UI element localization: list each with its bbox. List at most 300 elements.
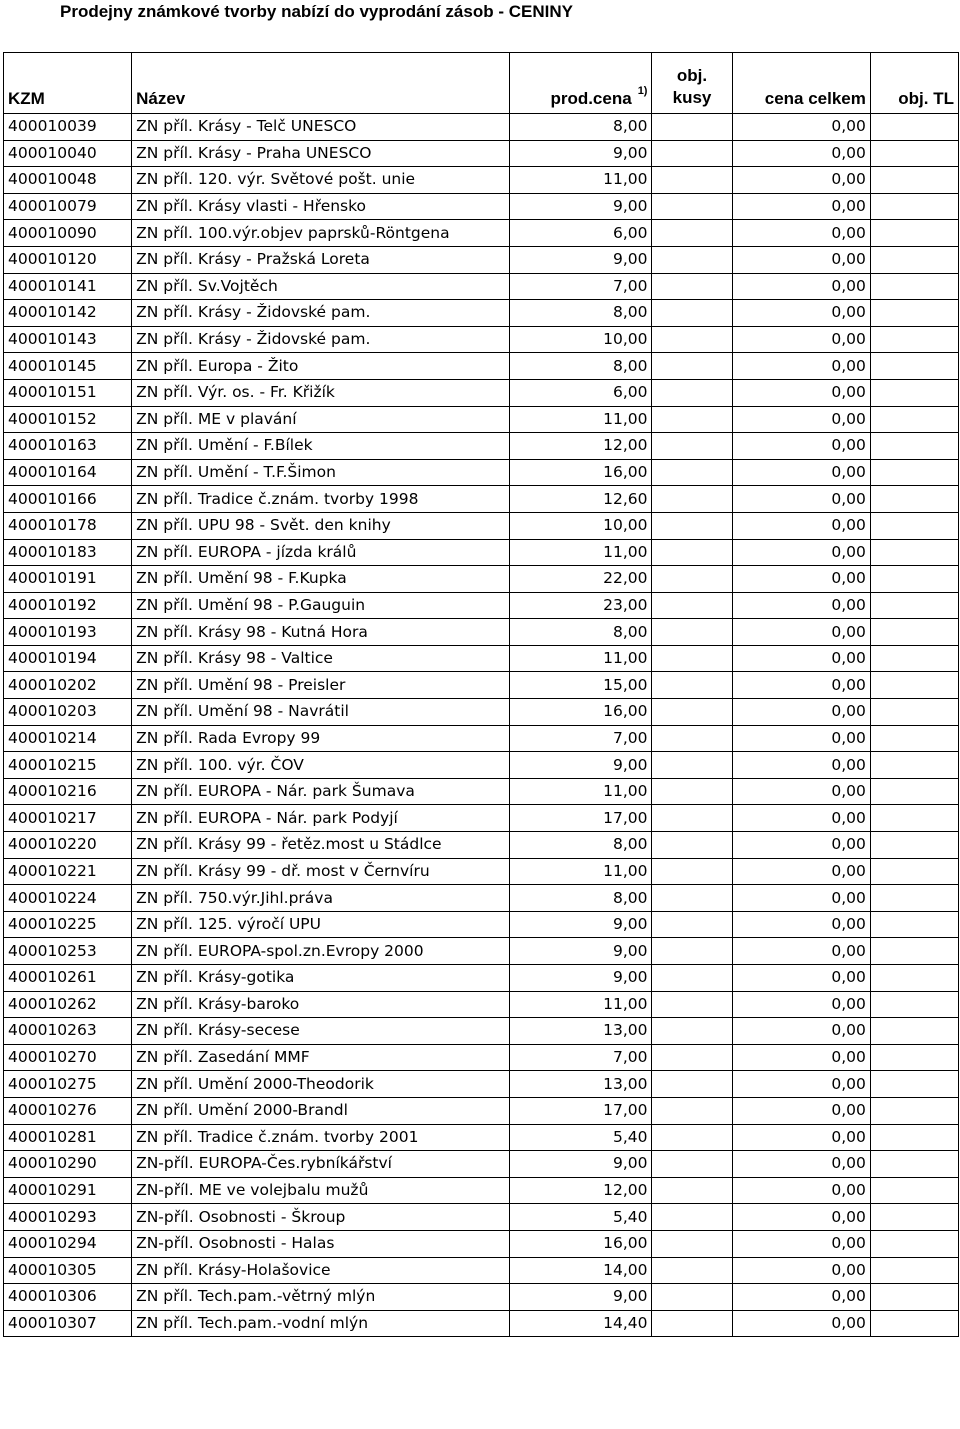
cell-nazev: ZN příl. Tradice č.znám. tvorby 1998 xyxy=(132,486,509,513)
cell-obj-tl[interactable] xyxy=(870,1230,958,1257)
cell-obj-tl[interactable] xyxy=(870,353,958,380)
cell-cena-celkem: 0,00 xyxy=(732,965,870,992)
cell-prod-cena: 5,40 xyxy=(509,1124,652,1151)
table-row xyxy=(4,965,959,992)
cell-kzm: 400010224 xyxy=(4,885,132,912)
cell-kzm: 400010151 xyxy=(4,379,132,406)
cell-obj-kusy[interactable] xyxy=(652,938,732,965)
cell-obj-tl[interactable] xyxy=(870,672,958,699)
cell-obj-tl[interactable] xyxy=(870,1284,958,1311)
table-row xyxy=(4,1204,959,1231)
cell-cena-celkem: 0,00 xyxy=(732,1204,870,1231)
cell-nazev: ZN příl. Krásy-baroko xyxy=(132,991,509,1018)
cell-cena-celkem: 0,00 xyxy=(732,486,870,513)
header-prod-cena-label: prod.cena xyxy=(550,89,632,108)
cell-cena-celkem: 0,00 xyxy=(732,246,870,273)
cell-nazev: ZN příl. EUROPA - jízda králů xyxy=(132,539,509,566)
cell-nazev: ZN příl. Krásy-Holašovice xyxy=(132,1257,509,1284)
cell-cena-celkem: 0,00 xyxy=(732,1230,870,1257)
cell-obj-tl[interactable] xyxy=(870,300,958,327)
cell-kzm: 400010262 xyxy=(4,991,132,1018)
cell-obj-kusy[interactable] xyxy=(652,486,732,513)
cell-obj-kusy[interactable] xyxy=(652,1177,732,1204)
cell-obj-tl[interactable] xyxy=(870,1151,958,1178)
cell-nazev: ZN příl. Krásy 98 - Valtice xyxy=(132,645,509,672)
table-row xyxy=(4,885,959,912)
cell-cena-celkem: 0,00 xyxy=(732,672,870,699)
cell-kzm: 400010143 xyxy=(4,326,132,353)
cell-cena-celkem: 0,00 xyxy=(732,193,870,220)
cell-obj-tl[interactable] xyxy=(870,752,958,779)
cell-nazev: ZN příl. Umění 2000-Brandl xyxy=(132,1097,509,1124)
table-row xyxy=(4,1097,959,1124)
cell-obj-tl[interactable] xyxy=(870,938,958,965)
cell-cena-celkem: 0,00 xyxy=(732,938,870,965)
cell-cena-celkem: 0,00 xyxy=(732,752,870,779)
cell-nazev: ZN příl. Krásy - Pražská Loreta xyxy=(132,246,509,273)
cell-obj-kusy[interactable] xyxy=(652,619,732,646)
cell-obj-kusy[interactable] xyxy=(652,858,732,885)
cell-nazev: ZN příl. Umění 98 - Preisler xyxy=(132,672,509,699)
cell-obj-tl[interactable] xyxy=(870,1177,958,1204)
cell-prod-cena: 7,00 xyxy=(509,273,652,300)
cell-obj-kusy[interactable] xyxy=(652,114,732,141)
cell-kzm: 400010120 xyxy=(4,246,132,273)
cell-kzm: 400010166 xyxy=(4,486,132,513)
cell-obj-tl[interactable] xyxy=(870,858,958,885)
cell-kzm: 400010178 xyxy=(4,512,132,539)
cell-obj-kusy[interactable] xyxy=(652,193,732,220)
cell-obj-kusy[interactable] xyxy=(652,1071,732,1098)
cell-obj-kusy[interactable] xyxy=(652,1284,732,1311)
table-row xyxy=(4,699,959,726)
cell-prod-cena: 9,00 xyxy=(509,1284,652,1311)
cell-obj-kusy[interactable] xyxy=(652,592,732,619)
cell-kzm: 400010253 xyxy=(4,938,132,965)
cell-obj-tl[interactable] xyxy=(870,167,958,194)
cell-obj-kusy[interactable] xyxy=(652,246,732,273)
cell-cena-celkem: 0,00 xyxy=(732,699,870,726)
cell-obj-kusy[interactable] xyxy=(652,1230,732,1257)
cell-cena-celkem: 0,00 xyxy=(732,1097,870,1124)
table-row xyxy=(4,1230,959,1257)
cell-kzm: 400010039 xyxy=(4,114,132,141)
cell-obj-kusy[interactable] xyxy=(652,991,732,1018)
cell-kzm: 400010307 xyxy=(4,1310,132,1337)
cell-obj-kusy[interactable] xyxy=(652,1097,732,1124)
table-row xyxy=(4,379,959,406)
cell-nazev: ZN-příl. ME ve volejbalu mužů xyxy=(132,1177,509,1204)
cell-nazev: ZN příl. ME v plavání xyxy=(132,406,509,433)
cell-prod-cena: 9,00 xyxy=(509,965,652,992)
cell-prod-cena: 12,60 xyxy=(509,486,652,513)
table-row xyxy=(4,592,959,619)
cell-cena-celkem: 0,00 xyxy=(732,114,870,141)
table-row xyxy=(4,300,959,327)
cell-cena-celkem: 0,00 xyxy=(732,805,870,832)
cell-prod-cena: 14,00 xyxy=(509,1257,652,1284)
table-row xyxy=(4,1284,959,1311)
cell-cena-celkem: 0,00 xyxy=(732,858,870,885)
cell-obj-tl[interactable] xyxy=(870,486,958,513)
cell-obj-tl[interactable] xyxy=(870,140,958,167)
cell-kzm: 400010193 xyxy=(4,619,132,646)
cell-kzm: 400010306 xyxy=(4,1284,132,1311)
cell-obj-tl[interactable] xyxy=(870,220,958,247)
cell-prod-cena: 11,00 xyxy=(509,991,652,1018)
cell-cena-celkem: 0,00 xyxy=(732,1310,870,1337)
cell-cena-celkem: 0,00 xyxy=(732,991,870,1018)
cell-nazev: ZN příl. Výr. os. - Fr. Křižík xyxy=(132,379,509,406)
table-row xyxy=(4,512,959,539)
header-nazev: Název xyxy=(132,53,509,114)
table-header-row xyxy=(4,53,959,114)
cell-kzm: 400010291 xyxy=(4,1177,132,1204)
cell-obj-kusy[interactable] xyxy=(652,433,732,460)
cell-cena-celkem: 0,00 xyxy=(732,353,870,380)
cell-nazev: ZN příl. Krásy - Židovské pam. xyxy=(132,326,509,353)
cell-prod-cena: 17,00 xyxy=(509,1097,652,1124)
cell-cena-celkem: 0,00 xyxy=(732,459,870,486)
cell-obj-tl[interactable] xyxy=(870,114,958,141)
cell-obj-kusy[interactable] xyxy=(652,273,732,300)
table-row xyxy=(4,433,959,460)
table-row xyxy=(4,1257,959,1284)
cell-prod-cena: 11,00 xyxy=(509,858,652,885)
cell-nazev: ZN příl. 125. výročí UPU xyxy=(132,911,509,938)
cell-obj-kusy[interactable] xyxy=(652,725,732,752)
header-prod-cena xyxy=(509,53,652,114)
cell-obj-tl[interactable] xyxy=(870,406,958,433)
table-row xyxy=(4,326,959,353)
cell-nazev: ZN příl. Krásy 99 - dř. most v Černvíru xyxy=(132,858,509,885)
cell-prod-cena: 9,00 xyxy=(509,193,652,220)
cell-obj-kusy[interactable] xyxy=(652,566,732,593)
cell-kzm: 400010216 xyxy=(4,778,132,805)
cell-prod-cena: 13,00 xyxy=(509,1018,652,1045)
table-row xyxy=(4,140,959,167)
header-prod-cena-note: 1) xyxy=(637,85,648,97)
cell-cena-celkem: 0,00 xyxy=(732,326,870,353)
table-row xyxy=(4,938,959,965)
cell-obj-tl[interactable] xyxy=(870,246,958,273)
cell-kzm: 400010217 xyxy=(4,805,132,832)
table-row xyxy=(4,619,959,646)
cell-obj-kusy[interactable] xyxy=(652,353,732,380)
cell-cena-celkem: 0,00 xyxy=(732,220,870,247)
cell-obj-kusy[interactable] xyxy=(652,379,732,406)
cell-obj-kusy[interactable] xyxy=(652,645,732,672)
table-row xyxy=(4,672,959,699)
table-row xyxy=(4,1310,959,1337)
table-row xyxy=(4,1044,959,1071)
cell-obj-tl[interactable] xyxy=(870,1018,958,1045)
cell-obj-tl[interactable] xyxy=(870,699,958,726)
cell-obj-tl[interactable] xyxy=(870,991,958,1018)
cell-cena-celkem: 0,00 xyxy=(732,911,870,938)
cell-obj-tl[interactable] xyxy=(870,326,958,353)
cell-kzm: 400010040 xyxy=(4,140,132,167)
cell-obj-tl[interactable] xyxy=(870,1044,958,1071)
cell-kzm: 400010183 xyxy=(4,539,132,566)
table-header xyxy=(4,53,959,114)
cell-kzm: 400010142 xyxy=(4,300,132,327)
cell-cena-celkem: 0,00 xyxy=(732,725,870,752)
cell-obj-tl[interactable] xyxy=(870,592,958,619)
cell-obj-kusy[interactable] xyxy=(652,1151,732,1178)
cell-nazev: ZN příl. 100. výr. ČOV xyxy=(132,752,509,779)
cell-obj-kusy[interactable] xyxy=(652,1257,732,1284)
page-title: Prodejny známkové tvorby nabízí do vyprodání zásob - CENINY xyxy=(60,2,573,21)
cell-kzm: 400010194 xyxy=(4,645,132,672)
table-row xyxy=(4,991,959,1018)
cell-kzm: 400010152 xyxy=(4,406,132,433)
cell-prod-cena: 8,00 xyxy=(509,885,652,912)
cell-kzm: 400010163 xyxy=(4,433,132,460)
cell-obj-tl[interactable] xyxy=(870,1124,958,1151)
cell-obj-kusy[interactable] xyxy=(652,1204,732,1231)
header-obj-kusy-line1: obj. xyxy=(676,66,708,85)
cell-prod-cena: 10,00 xyxy=(509,326,652,353)
cell-kzm: 400010281 xyxy=(4,1124,132,1151)
cell-cena-celkem: 0,00 xyxy=(732,1018,870,1045)
cell-kzm: 400010191 xyxy=(4,566,132,593)
cell-cena-celkem: 0,00 xyxy=(732,300,870,327)
cell-nazev: ZN příl. Umění 98 - P.Gauguin xyxy=(132,592,509,619)
cell-kzm: 400010276 xyxy=(4,1097,132,1124)
table-body xyxy=(4,114,959,1337)
cell-kzm: 400010305 xyxy=(4,1257,132,1284)
cell-prod-cena: 9,00 xyxy=(509,938,652,965)
cell-kzm: 400010048 xyxy=(4,167,132,194)
cell-obj-kusy[interactable] xyxy=(652,885,732,912)
cell-cena-celkem: 0,00 xyxy=(732,406,870,433)
cell-obj-kusy[interactable] xyxy=(652,778,732,805)
cell-nazev: ZN příl. EUROPA - Nár. park Šumava xyxy=(132,778,509,805)
cell-nazev: ZN příl. Umění 98 - Navrátil xyxy=(132,699,509,726)
cell-nazev: ZN příl. Umění 98 - F.Kupka xyxy=(132,566,509,593)
cell-cena-celkem: 0,00 xyxy=(732,167,870,194)
table-row xyxy=(4,353,959,380)
cell-prod-cena: 11,00 xyxy=(509,406,652,433)
cell-prod-cena: 13,00 xyxy=(509,1071,652,1098)
cell-obj-tl[interactable] xyxy=(870,619,958,646)
cell-obj-tl[interactable] xyxy=(870,645,958,672)
cell-prod-cena: 9,00 xyxy=(509,140,652,167)
cell-kzm: 400010090 xyxy=(4,220,132,247)
table-row xyxy=(4,752,959,779)
cell-kzm: 400010275 xyxy=(4,1071,132,1098)
cell-nazev: ZN příl. Krásy vlasti - Hřensko xyxy=(132,193,509,220)
cell-nazev: ZN příl. Krásy-gotika xyxy=(132,965,509,992)
cell-cena-celkem: 0,00 xyxy=(732,1151,870,1178)
cell-nazev: ZN příl. Tech.pam.-vodní mlýn xyxy=(132,1310,509,1337)
cell-nazev: ZN příl. Krásy - Praha UNESCO xyxy=(132,140,509,167)
cell-cena-celkem: 0,00 xyxy=(732,1071,870,1098)
cell-kzm: 400010203 xyxy=(4,699,132,726)
header-cena-celkem: cena celkem xyxy=(732,53,870,114)
cell-nazev: ZN příl. UPU 98 - Svět. den knihy xyxy=(132,512,509,539)
cell-prod-cena: 22,00 xyxy=(509,566,652,593)
table-row xyxy=(4,645,959,672)
cell-kzm: 400010202 xyxy=(4,672,132,699)
cell-prod-cena: 9,00 xyxy=(509,246,652,273)
cell-prod-cena: 8,00 xyxy=(509,300,652,327)
cell-obj-kusy[interactable] xyxy=(652,832,732,859)
cell-prod-cena: 16,00 xyxy=(509,1230,652,1257)
cell-prod-cena: 6,00 xyxy=(509,379,652,406)
cell-obj-kusy[interactable] xyxy=(652,1044,732,1071)
cell-obj-kusy[interactable] xyxy=(652,699,732,726)
cell-obj-kusy[interactable] xyxy=(652,326,732,353)
cell-obj-tl[interactable] xyxy=(870,379,958,406)
cell-obj-kusy[interactable] xyxy=(652,752,732,779)
cell-kzm: 400010192 xyxy=(4,592,132,619)
cell-obj-kusy[interactable] xyxy=(652,512,732,539)
cell-obj-tl[interactable] xyxy=(870,273,958,300)
cell-prod-cena: 15,00 xyxy=(509,672,652,699)
cell-obj-kusy[interactable] xyxy=(652,167,732,194)
cell-prod-cena: 9,00 xyxy=(509,1151,652,1178)
cell-kzm: 400010261 xyxy=(4,965,132,992)
cell-obj-kusy[interactable] xyxy=(652,911,732,938)
cell-prod-cena: 17,00 xyxy=(509,805,652,832)
cell-obj-kusy[interactable] xyxy=(652,1124,732,1151)
cell-cena-celkem: 0,00 xyxy=(732,539,870,566)
cell-cena-celkem: 0,00 xyxy=(732,1177,870,1204)
cell-obj-tl[interactable] xyxy=(870,1204,958,1231)
cell-obj-kusy[interactable] xyxy=(652,300,732,327)
cell-nazev: ZN příl. EUROPA - Nár. park Podyjí xyxy=(132,805,509,832)
table-row xyxy=(4,911,959,938)
cell-cena-celkem: 0,00 xyxy=(732,1257,870,1284)
cell-obj-tl[interactable] xyxy=(870,512,958,539)
cell-nazev: ZN příl. Umění - F.Bílek xyxy=(132,433,509,460)
cell-prod-cena: 16,00 xyxy=(509,459,652,486)
cell-obj-kusy[interactable] xyxy=(652,1310,732,1337)
table-row xyxy=(4,114,959,141)
cell-kzm: 400010164 xyxy=(4,459,132,486)
table-row xyxy=(4,539,959,566)
cell-obj-kusy[interactable] xyxy=(652,459,732,486)
cell-cena-celkem: 0,00 xyxy=(732,512,870,539)
price-list-table xyxy=(3,52,959,1337)
cell-obj-tl[interactable] xyxy=(870,193,958,220)
cell-prod-cena: 6,00 xyxy=(509,220,652,247)
cell-nazev: ZN příl. Tradice č.znám. tvorby 2001 xyxy=(132,1124,509,1151)
cell-prod-cena: 11,00 xyxy=(509,645,652,672)
cell-prod-cena: 12,00 xyxy=(509,1177,652,1204)
cell-obj-tl[interactable] xyxy=(870,832,958,859)
cell-nazev: ZN příl. Krásy - Židovské pam. xyxy=(132,300,509,327)
cell-obj-kusy[interactable] xyxy=(652,965,732,992)
cell-cena-celkem: 0,00 xyxy=(732,778,870,805)
cell-obj-tl[interactable] xyxy=(870,566,958,593)
cell-nazev: ZN příl. EUROPA-spol.zn.Evropy 2000 xyxy=(132,938,509,965)
table-row xyxy=(4,1124,959,1151)
cell-prod-cena: 8,00 xyxy=(509,832,652,859)
cell-kzm: 400010293 xyxy=(4,1204,132,1231)
table-row xyxy=(4,832,959,859)
cell-prod-cena: 8,00 xyxy=(509,114,652,141)
cell-obj-tl[interactable] xyxy=(870,1310,958,1337)
cell-prod-cena: 7,00 xyxy=(509,1044,652,1071)
cell-nazev: ZN příl. Tech.pam.-větrný mlýn xyxy=(132,1284,509,1311)
cell-obj-tl[interactable] xyxy=(870,805,958,832)
cell-prod-cena: 12,00 xyxy=(509,433,652,460)
table-row xyxy=(4,459,959,486)
cell-obj-kusy[interactable] xyxy=(652,140,732,167)
table-row xyxy=(4,1071,959,1098)
cell-nazev: ZN příl. Krásy 99 - řetěz.most u Stádlce xyxy=(132,832,509,859)
cell-prod-cena: 5,40 xyxy=(509,1204,652,1231)
cell-obj-tl[interactable] xyxy=(870,725,958,752)
cell-prod-cena: 8,00 xyxy=(509,619,652,646)
cell-kzm: 400010145 xyxy=(4,353,132,380)
cell-cena-celkem: 0,00 xyxy=(732,1044,870,1071)
cell-obj-kusy[interactable] xyxy=(652,1018,732,1045)
cell-nazev: ZN příl. Krásy - Telč UNESCO xyxy=(132,114,509,141)
cell-obj-kusy[interactable] xyxy=(652,672,732,699)
table-row xyxy=(4,858,959,885)
cell-kzm: 400010141 xyxy=(4,273,132,300)
cell-nazev: ZN příl. Zasedání MMF xyxy=(132,1044,509,1071)
cell-prod-cena: 23,00 xyxy=(509,592,652,619)
cell-obj-tl[interactable] xyxy=(870,1097,958,1124)
cell-obj-tl[interactable] xyxy=(870,911,958,938)
cell-obj-tl[interactable] xyxy=(870,1257,958,1284)
table-row xyxy=(4,1151,959,1178)
cell-kzm: 400010079 xyxy=(4,193,132,220)
cell-prod-cena: 11,00 xyxy=(509,167,652,194)
cell-obj-tl[interactable] xyxy=(870,778,958,805)
cell-obj-kusy[interactable] xyxy=(652,539,732,566)
header-kzm: KZM xyxy=(4,53,132,114)
cell-obj-kusy[interactable] xyxy=(652,406,732,433)
cell-nazev: ZN příl. Rada Evropy 99 xyxy=(132,725,509,752)
cell-nazev: ZN příl. Krásy-secese xyxy=(132,1018,509,1045)
cell-obj-kusy[interactable] xyxy=(652,220,732,247)
cell-obj-tl[interactable] xyxy=(870,1071,958,1098)
cell-cena-celkem: 0,00 xyxy=(732,1284,870,1311)
cell-nazev: ZN příl. Umění - T.F.Šimon xyxy=(132,459,509,486)
table-row xyxy=(4,273,959,300)
cell-nazev: ZN příl. 100.výr.objev paprsků-Röntgena xyxy=(132,220,509,247)
cell-obj-kusy[interactable] xyxy=(652,805,732,832)
cell-prod-cena: 16,00 xyxy=(509,699,652,726)
table-row xyxy=(4,246,959,273)
cell-cena-celkem: 0,00 xyxy=(732,832,870,859)
cell-obj-tl[interactable] xyxy=(870,965,958,992)
cell-kzm: 400010270 xyxy=(4,1044,132,1071)
cell-obj-tl[interactable] xyxy=(870,433,958,460)
cell-cena-celkem: 0,00 xyxy=(732,1124,870,1151)
cell-cena-celkem: 0,00 xyxy=(732,273,870,300)
cell-cena-celkem: 0,00 xyxy=(732,140,870,167)
cell-obj-tl[interactable] xyxy=(870,885,958,912)
cell-kzm: 400010214 xyxy=(4,725,132,752)
table-row xyxy=(4,220,959,247)
cell-kzm: 400010215 xyxy=(4,752,132,779)
cell-prod-cena: 11,00 xyxy=(509,778,652,805)
cell-cena-celkem: 0,00 xyxy=(732,566,870,593)
cell-obj-tl[interactable] xyxy=(870,459,958,486)
cell-cena-celkem: 0,00 xyxy=(732,645,870,672)
table-row xyxy=(4,1177,959,1204)
cell-cena-celkem: 0,00 xyxy=(732,592,870,619)
cell-obj-tl[interactable] xyxy=(870,539,958,566)
cell-prod-cena: 9,00 xyxy=(509,752,652,779)
